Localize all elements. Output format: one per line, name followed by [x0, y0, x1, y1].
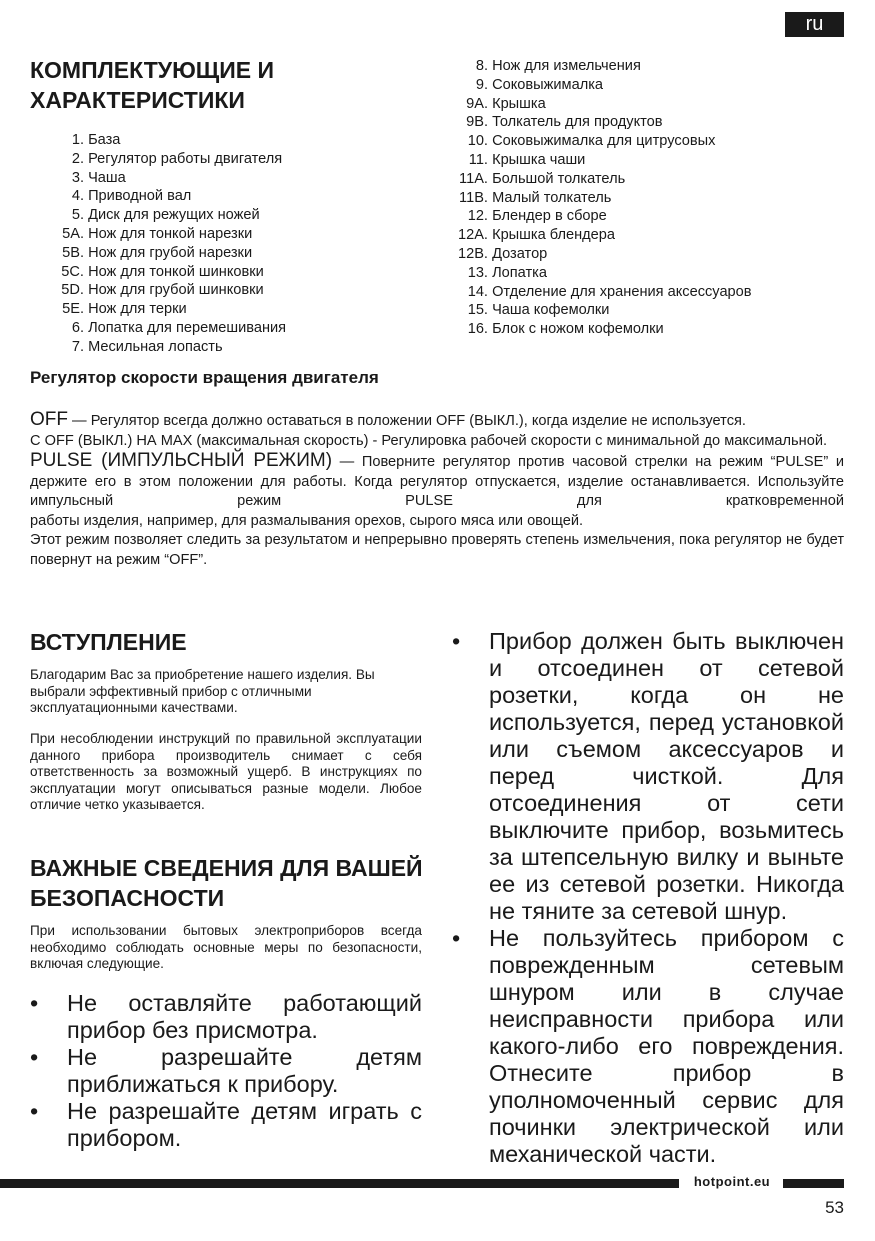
intro-title: ВСТУПЛЕНИЕ — [30, 629, 187, 655]
component-label: Месильная лопасть — [88, 338, 223, 355]
component-number: 5B. — [62, 244, 84, 261]
component-number: 11. — [468, 151, 488, 168]
safety-bullet-text: Не пользуйтесь прибором с поврежденным сетевым шнуром или в случае неисправности прибора или какого-либо его повреждения. Отнесите прибор в уполномоченный сервис для починки электрической или механической части. — [489, 925, 844, 1167]
component-number: 11A. — [459, 170, 488, 187]
safety-bullets-right — [452, 628, 844, 1168]
component-number: 6. — [71, 319, 84, 336]
component-number: 3. — [71, 169, 84, 186]
component-item — [452, 207, 752, 226]
component-label: Лопатка — [492, 264, 547, 281]
component-item — [30, 338, 286, 357]
component-number: 15. — [467, 302, 488, 319]
component-label: Нож для тонкой шинковки — [88, 263, 264, 280]
component-item — [30, 319, 286, 338]
component-label: База — [88, 132, 121, 148]
component-number: 13. — [467, 264, 488, 281]
component-number: 12. — [467, 208, 488, 225]
footer-bar-left — [0, 1179, 679, 1188]
intro-paragraph-1: Благодарим Вас за приобретение нашего изделия. Вы выбрали эффективный прибор с отличными эксплуатационными качествами. — [30, 667, 375, 715]
component-label: Лопатка для перемешивания — [88, 319, 287, 336]
component-label: Нож для терки — [88, 301, 187, 318]
component-number: 5C. — [61, 263, 84, 280]
safety-bullet-item — [30, 1044, 422, 1098]
component-number: 5A. — [62, 225, 84, 242]
component-label: Блок с ножом кофемолки — [492, 321, 664, 338]
component-item — [452, 283, 752, 302]
pulse-mode-text: — Поверните регулятор против часовой стрелки на режим “PULSE” и держите его в этом положении для работы. Когда регулятор отпускается, изделие останавливается. Используйте импульсный режим PULSE для кратковременной — [30, 454, 844, 509]
bullet-icon: • — [30, 1098, 39, 1124]
component-item — [452, 320, 752, 339]
component-label: Блендер в сборе — [492, 208, 607, 225]
component-item — [30, 300, 286, 319]
bullet-icon: • — [30, 990, 39, 1016]
monitor-paragraph: Этот режим позволяет следить за результатом и непрерывно проверять степень измельчения, пока регулятор не будет повернут на режим “OFF”. — [30, 532, 844, 568]
component-item — [30, 150, 286, 169]
component-label: Малый толкатель — [492, 189, 612, 206]
speed-range-paragraph: С OFF (ВЫКЛ.) НА MAX (максимальная скорость) - Регулировка рабочей скорости с минимальной до максимальной. — [30, 432, 828, 449]
component-label: Крышка чаши — [492, 151, 586, 168]
component-item — [30, 263, 286, 282]
component-number: 9B. — [466, 114, 488, 131]
off-mode-label: OFF — [30, 409, 68, 430]
component-item — [452, 226, 752, 245]
component-number: 5E. — [62, 301, 84, 318]
safety-bullet-item — [30, 990, 422, 1044]
component-item — [452, 132, 752, 151]
component-label: Диск для режущих ножей — [88, 207, 260, 224]
components-title: КОМПЛЕКТУЮЩИЕ И ХАРАКТЕРИСТИКИ — [30, 57, 275, 113]
component-item — [452, 113, 752, 132]
component-item — [452, 95, 752, 114]
page-number: 53 — [825, 1198, 844, 1217]
component-label: Крышка блендера — [492, 227, 616, 244]
off-mode-paragraph — [30, 410, 844, 432]
component-item — [452, 189, 752, 208]
component-number: 12B. — [457, 245, 488, 262]
component-number: 4. — [71, 188, 84, 205]
component-item — [452, 264, 752, 283]
safety-bullet-text: Прибор должен быть выключен и отсоединен от сетевой розетки, когда он не используется, перед установкой или съемом аксессуаров и перед чисткой. Для отсоединения от сети выключите прибор, возьмитесь за штепсельную вилку и выньте ее из сетевой розетки. Никогда не тяните за сетевой шнур. — [489, 628, 844, 924]
component-number: 7. — [71, 338, 84, 355]
component-number: 12A. — [457, 227, 488, 244]
component-label: Нож для измельчения — [492, 58, 641, 74]
component-item — [452, 76, 752, 95]
component-label: Чаша — [88, 169, 126, 186]
component-number: 5. — [71, 207, 84, 224]
component-label: Нож для грубой шинковки — [88, 282, 264, 299]
component-number: 8. — [475, 58, 488, 74]
off-mode-text: — Регулятор всегда должно оставаться в положении OFF (ВЫКЛ.), когда изделие не используется. — [68, 413, 746, 429]
component-item — [30, 131, 286, 150]
component-label: Большой толкатель — [492, 170, 626, 187]
safety-bullet-item — [452, 628, 844, 925]
brand-website: hotpoint.eu — [693, 1174, 771, 1189]
component-item — [452, 245, 752, 264]
safety-paragraph: При использовании бытовых электроприборов всегда необходимо соблюдать основные меры по безопасности, включая следующие. — [30, 923, 422, 971]
safety-bullets-left — [30, 990, 422, 1152]
component-label: Соковыжималка — [492, 76, 604, 93]
footer-bar-right — [783, 1179, 844, 1188]
bullet-icon: • — [452, 628, 461, 654]
component-item — [452, 170, 752, 189]
component-number: 11B. — [459, 189, 488, 206]
bullet-icon: • — [452, 925, 461, 951]
component-label: Регулятор работы двигателя — [88, 150, 283, 167]
safety-bullet-item — [452, 925, 844, 1168]
component-number: 16. — [467, 321, 488, 338]
safety-bullet-item — [30, 1098, 422, 1152]
language-badge: ru — [785, 12, 844, 37]
speed-regulator-section — [30, 410, 844, 570]
safety-title: ВАЖНЫЕ СВЕДЕНИЯ ДЛЯ ВАШЕЙ БЕЗОПАСНОСТИ — [30, 855, 423, 911]
component-number: 10. — [467, 133, 488, 150]
component-item — [452, 57, 752, 76]
component-item — [30, 187, 286, 206]
components-list-left — [30, 131, 286, 357]
component-label: Дозатор — [492, 245, 548, 262]
speed-regulator-title: Регулятор скорости вращения двигателя — [30, 368, 379, 387]
component-label: Чаша кофемолки — [492, 302, 610, 319]
component-label: Нож для грубой нарезки — [88, 244, 253, 261]
component-number: 9A. — [466, 95, 488, 112]
component-item — [30, 244, 286, 263]
component-number: 5D. — [61, 282, 84, 299]
component-item — [452, 151, 752, 170]
safety-bullet-text: Не разрешайте детям играть с прибором. — [67, 1098, 422, 1151]
component-number: 9. — [475, 76, 488, 93]
component-label: Нож для тонкой нарезки — [88, 225, 253, 242]
component-label: Отделение для хранения аксессуаров — [492, 283, 752, 300]
component-label: Крышка — [492, 95, 546, 112]
component-item — [30, 169, 286, 188]
component-item — [30, 206, 286, 225]
bullet-icon: • — [30, 1044, 39, 1070]
intro-paragraph-2: При несоблюдении инструкций по правильной эксплуатации данного прибора производитель снимает с себя ответственность за возможный ущерб. В инструкциях по эксплуатации могут описываться разные модели. Любое отличие четко указывается. — [30, 731, 422, 812]
components-list-right — [452, 57, 752, 339]
component-item — [30, 225, 286, 244]
component-number: 2. — [71, 150, 84, 167]
safety-bullet-text: Не разрешайте детям приближаться к прибору. — [67, 1044, 422, 1097]
component-item — [452, 301, 752, 320]
component-number: 14. — [467, 283, 488, 300]
component-item — [30, 281, 286, 300]
component-number: 1. — [71, 132, 84, 148]
component-label: Толкатель для продуктов — [492, 114, 663, 131]
pulse-mode-label: PULSE (ИМПУЛЬСНЫЙ РЕЖИМ) — [30, 450, 333, 471]
component-label: Соковыжималка для цитрусовых — [492, 133, 716, 150]
pulse-mode-paragraph — [30, 451, 844, 512]
safety-bullet-text: Не оставляйте работающий прибор без присмотра. — [67, 990, 422, 1043]
component-label: Приводной вал — [88, 188, 192, 205]
pulse-mode-text-continued: работы изделия, например, для размалывания орехов, сырого мяса или овощей. — [30, 512, 584, 529]
